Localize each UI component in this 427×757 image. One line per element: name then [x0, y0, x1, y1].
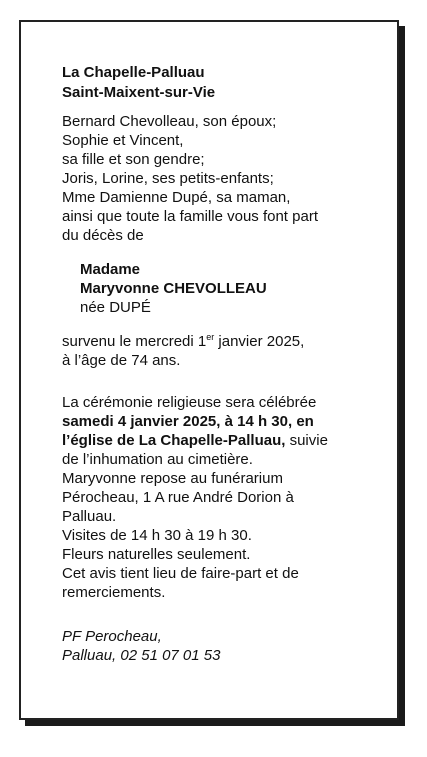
ceremony-line: Fleurs naturelles seulement. — [62, 546, 251, 563]
deceased-title: Madame — [80, 261, 141, 278]
family-line: Mme Damienne Dupé, sa maman, — [62, 189, 291, 206]
deceased-maiden-name: née DUPÉ — [80, 299, 151, 316]
ceremony-line: Visites de 14 h 30 à 19 h 30. — [62, 527, 252, 544]
place-heading-1: La Chapelle-Palluau — [62, 64, 205, 81]
death-date-month: janvier 2025, — [214, 333, 305, 350]
ceremony-location-rest: suivie — [285, 432, 328, 449]
ceremony-line: Pérocheau, 1 A rue André Dorion à — [62, 489, 294, 506]
ceremony-line: Maryvonne repose au funérarium — [62, 470, 283, 487]
obituary-card — [19, 20, 399, 720]
ceremony-date-line: samedi 4 janvier 2025, à 14 h 30, en — [62, 413, 314, 430]
family-line: sa fille et son gendre; — [62, 151, 205, 168]
ceremony-location-line — [62, 431, 328, 450]
ceremony-line: Palluau. — [62, 508, 117, 525]
funeral-home-name: PF Perocheau, — [62, 628, 162, 645]
family-line: Bernard Chevolleau, son époux; — [62, 113, 277, 130]
family-line: ainsi que toute la famille vous font part — [62, 208, 318, 225]
funeral-home-contact: Palluau, 02 51 07 01 53 — [62, 647, 221, 664]
ceremony-location: l’église de La Chapelle-Palluau, — [62, 432, 286, 449]
family-line: Sophie et Vincent, — [62, 132, 184, 149]
ceremony-line: La cérémonie religieuse sera célébrée — [62, 394, 317, 411]
place-heading-2: Saint-Maixent-sur-Vie — [62, 84, 216, 101]
ceremony-line: remerciements. — [62, 584, 166, 601]
ordinal-suffix: er — [206, 332, 215, 342]
death-age-line: à l’âge de 74 ans. — [62, 352, 181, 369]
family-line: Joris, Lorine, ses petits-enfants; — [62, 170, 274, 187]
family-line: du décès de — [62, 227, 144, 244]
deceased-name: Maryvonne CHEVOLLEAU — [80, 280, 267, 297]
ceremony-line: Cet avis tient lieu de faire-part et de — [62, 565, 299, 582]
death-date-line — [62, 332, 304, 351]
death-date-text: survenu le mercredi 1 — [62, 333, 207, 350]
ceremony-line: de l’inhumation au cimetière. — [62, 451, 253, 468]
